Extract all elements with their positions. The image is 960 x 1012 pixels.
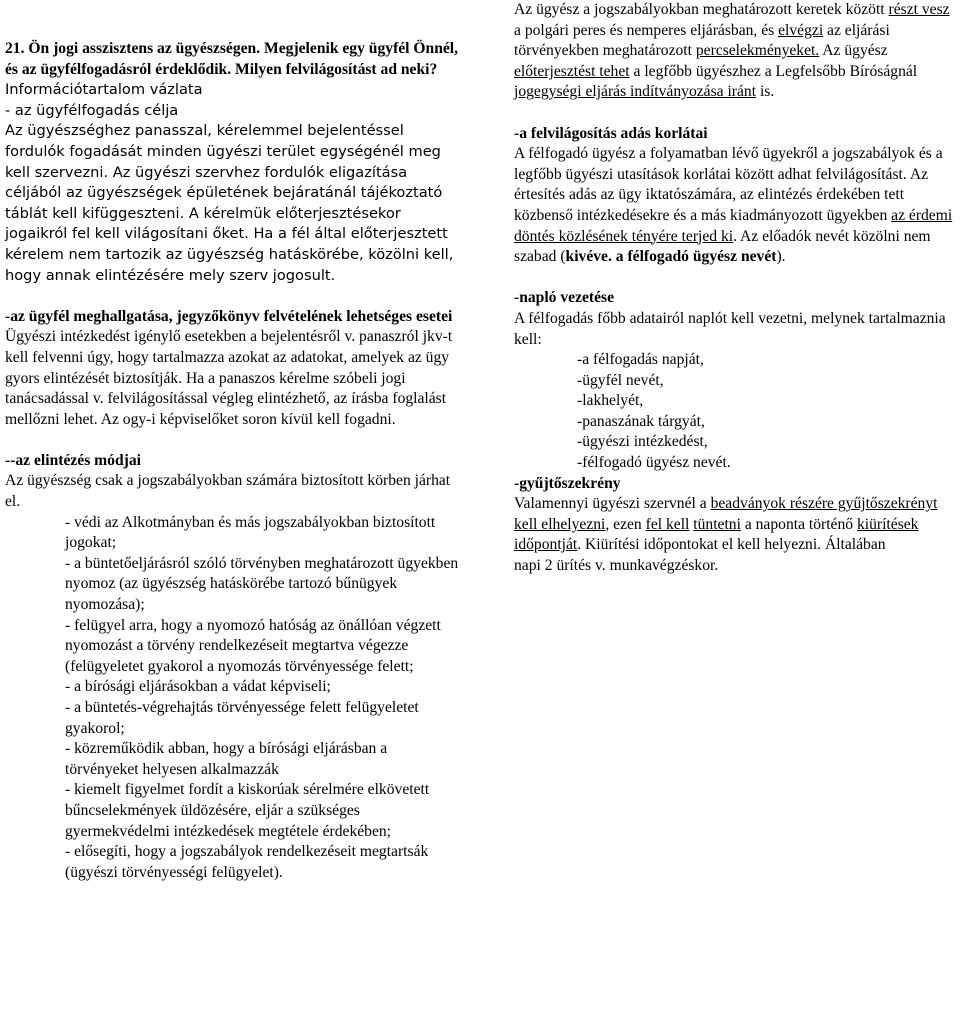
underlined-text: az érdemi döntés közlésének tényére terjed ki: [514, 206, 953, 245]
right-column: [514, 0, 958, 577]
prosecutor-civil-paragraph: [514, 0, 958, 103]
text-run: a naponta történő: [740, 515, 857, 533]
section-hearing-heading: -az ügyfél meghallgatása, jegyzőkönyv felvételének lehetséges esetei: [5, 307, 453, 325]
underlined-text: kiürítések időpontját: [514, 515, 919, 554]
methods-list-item: - elősegíti, hogy a jogszabályok rendelkezéseit megtartsák (ügyészi törvényességi felügyelet).: [65, 843, 429, 881]
underlined-text: előterjesztést tehet: [514, 62, 630, 80]
section-purpose-heading: - az ügyfélfogadás célja: [5, 101, 179, 119]
log-list-item: -ügyfél nevét,: [577, 371, 664, 389]
log-list-item: -lakhelyét,: [577, 392, 644, 410]
underlined-text: percselekményeket.: [695, 42, 820, 60]
text-run: is.: [756, 83, 775, 101]
text-run: A félfogadó ügyész a folyamatban lévő ügyekről a jogszabályok és a legfőbb ügyészi utasítások korlátai között adhat felvilágosítást. Az értesítés adás az ügy iktatószámára, az elintézés érdekében tett közbenső intézkedésekre és a más kiadmányozott ügyekben: [514, 145, 943, 224]
section-box-text-2: napi 2 ürítés v. munkavégzéskor.: [514, 557, 719, 575]
left-column: [5, 0, 460, 883]
log-list-item: -ügyészi intézkedést,: [577, 433, 708, 451]
hearing-text-a: Ügyészi intézkedést igénylő esetekben a bejelentésről v. panaszról jkv-t kell felvenni úgy, hogy tartalmazza azokat az adatokat, amelyek az ügy gyors elintézését biztosítják.: [5, 328, 453, 387]
section-methods-text: Az ügyészség csak a jogszabályokban számára biztosított körben járhat el.: [5, 472, 451, 511]
question-heading: 21. Ön jogi asszisztens az ügyészségen. Megjelenik egy ügyfél Önnél, és az ügyfélfogadásról érdeklődik. Milyen felvilágosítást ad neki?: [5, 40, 459, 78]
section-box-text: [514, 494, 958, 556]
underlined-text: elvégzi: [778, 21, 824, 39]
section-purpose-text: [5, 121, 460, 286]
section-methods-heading: --az elintézés módjai: [5, 451, 141, 469]
text-run: Valamennyi ügyészi szervnél a: [514, 495, 711, 513]
text-run: . Kiürítési időpontokat el kell helyezni. Általában: [577, 536, 886, 554]
underlined-text: tüntetni: [693, 515, 741, 533]
text-run: Az ügyész a jogszabályokban meghatározott keretek között: [514, 1, 889, 18]
log-list: [514, 350, 958, 474]
section-limits-text: [514, 144, 958, 268]
log-list-item: -a félfogadás napját,: [577, 351, 704, 369]
section-log-heading: -napló vezetése: [514, 289, 615, 307]
log-list-item: -félfogadó ügyész nevét.: [577, 454, 731, 472]
section-limits-heading: -a felvilágosítás adás korlátai: [514, 124, 708, 142]
purpose-text-a: Az ügyészséghez panasszal, kérelemmel bejelentéssel fordulók fogadását minden ügyészi terület egységénél meg kell szervezni.: [5, 122, 441, 181]
log-list-item: -panaszának tárgyát,: [577, 412, 705, 430]
text-run: a polgári peres és nemperes eljárásban, és: [514, 21, 779, 39]
underlined-text: jogegységi eljárás indítványozása iránt: [514, 83, 757, 101]
underlined-text: beadványok részére gyűjtőszekrényt kell elhelyezni: [514, 495, 938, 533]
methods-list-item: - a bírósági eljárásokban a vádat képviseli;: [65, 678, 331, 696]
methods-list-item: - védi az Alkotmányban és más jogszabályokban biztosított jogokat;: [65, 513, 436, 552]
section-hearing-text: [5, 327, 460, 430]
underlined-text: részt vesz: [888, 1, 950, 18]
underlined-text: fel kell: [645, 515, 690, 533]
purpose-text-b: Az ügyészi szervhez fordulók eligazítása céljából az ügyészségek épületének bejáratánál tájékoztató táblát kell kifüggeszteni. A kérelmük előterjesztésekor jogaikról fel kell világosítani őket. Ha a fél által előterjesztett kérelem nem tartozik az ügyészség hatáskörébe, közölni kell, hogy annak elintézésére mely szerv jogosult.: [5, 163, 454, 284]
text-run: , ezen: [605, 515, 646, 533]
methods-list: [5, 513, 460, 884]
outline-label: Információtartalom vázlata: [5, 81, 203, 99]
hearing-text-b: Ha a panaszos kérelme szóbeli jogi tanácsadással v. felvilágosítással végleg elintézhető, az írásba foglalást mellőzni lehet. Az ogy-i képviselőket soron kívül kell fogadni.: [5, 369, 447, 428]
text-run: a legfőbb ügyészhez a Legfelsőbb Bíróságnál: [629, 62, 918, 80]
section-log-text: A félfogadás főbb adatairól naplót kell vezetni, melynek tartalmaznia kell:: [514, 309, 946, 348]
methods-list-item: - a büntetőeljárásról szóló törvényben meghatározott ügyekben nyomoz (az ügyészség hatáskörébe tartozó bűnügyek nyomozása);: [65, 554, 459, 614]
section-box-heading: -gyűjtőszekrény: [514, 474, 621, 492]
methods-list-item: - kiemelt figyelmet fordít a kiskorúak sérelmére elkövetett bűncselekmények üldözésére, eljár a szükséges gyermekvédelmi intézkedések megtétele érdekében;: [65, 781, 430, 840]
methods-list-item: - felügyel arra, hogy a nyomozó hatóság az önállóan végzett nyomozást a törvény rendelkezéseit megtartva végezze (felügyeletet gyakorol a nyomozás törvényessége felett;: [65, 616, 441, 675]
text-run: . Az előadók nevét közölni nem szabad (: [514, 227, 931, 266]
text-run: Az ügyész: [819, 42, 888, 60]
bold-text: kivéve. a félfogadó ügyész nevét: [565, 248, 777, 266]
text-run: az eljárási törvényekben meghatározott: [514, 21, 890, 60]
methods-list-item: - közreműködik abban, hogy a bírósági eljárásban a törvényeket helyesen alkalmazzák: [65, 740, 388, 778]
text-run: ).: [776, 248, 786, 266]
methods-list-item: - a büntetés-végrehajtás törvényessége felett felügyeletet gyakorol;: [65, 699, 419, 737]
